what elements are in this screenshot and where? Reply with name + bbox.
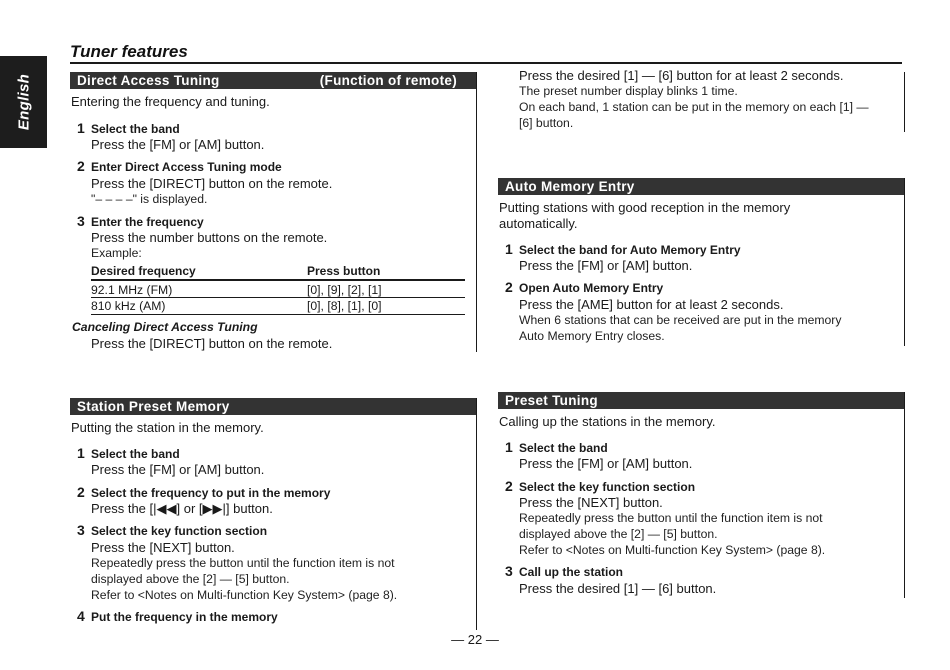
page-title: Tuner features	[70, 42, 188, 61]
preset-tuning-header	[498, 392, 905, 409]
table-cell: [0], [8], [1], [0]	[307, 299, 382, 313]
continued-note: On each band, 1 station can be put in the memory on each [1] —	[519, 100, 869, 114]
auto-memory-section	[498, 178, 905, 346]
step-note: Example:	[91, 246, 142, 260]
auto-memory-header	[498, 178, 905, 195]
step-text: Press the desired [1] — [6] button.	[519, 581, 717, 596]
table-rule	[91, 297, 465, 298]
step-text: Press the [DIRECT] button on the remote.	[91, 176, 333, 191]
step-title: Select the band	[519, 441, 608, 455]
step-number: 3	[77, 522, 85, 538]
cancel-text: Press the [DIRECT] button on the remote.	[91, 336, 333, 351]
step-text: Press the [FM] or [AM] button.	[91, 137, 265, 152]
step-title: Select the band	[91, 447, 180, 461]
step-number: 3	[77, 213, 85, 229]
step-text: Press the number buttons on the remote.	[91, 230, 328, 245]
page-number: — 22 —	[451, 632, 499, 647]
table-header: Press button	[307, 264, 381, 278]
auto-memory-intro: automatically.	[499, 216, 578, 231]
table-cell: 810 kHz (AM)	[91, 299, 166, 313]
direct-access-intro: Entering the frequency and tuning.	[71, 94, 270, 109]
step-title: Select the band for Auto Memory Entry	[519, 243, 741, 257]
preset-tuning-title: Preset Tuning	[505, 393, 598, 408]
preset-tuning-intro: Calling up the stations in the memory.	[499, 414, 716, 429]
step-note: Refer to <Notes on Multi-function Key System> (page 8).	[519, 543, 826, 557]
auto-memory-title: Auto Memory Entry	[505, 179, 635, 194]
language-label: English	[15, 73, 32, 131]
continued-note: The preset number display blinks 1 time.	[519, 84, 738, 98]
step-number: 2	[77, 484, 85, 500]
step-number: 4	[77, 608, 85, 624]
continued-text: Press the desired [1] — [6] button for at least 2 seconds.	[519, 68, 844, 83]
table-rule	[91, 314, 465, 315]
step-number: 1	[505, 241, 513, 257]
frequency-table	[91, 263, 465, 315]
step-text: Press the [FM] or [AM] button.	[519, 456, 693, 471]
table-rule	[91, 279, 465, 281]
step-note: Repeatedly press the button until the function item is not	[91, 556, 395, 570]
step-number: 2	[505, 478, 513, 494]
section-divider	[476, 72, 477, 352]
step-note: When 6 stations that can be received are put in the memory	[519, 313, 842, 327]
section-divider	[476, 398, 477, 630]
section-divider	[904, 392, 905, 598]
step-title: Select the band	[91, 122, 180, 136]
continued-section	[498, 66, 905, 132]
step-text: Press the [AME] button for at least 2 seconds.	[519, 297, 784, 312]
step-text: Press the [FM] or [AM] button.	[519, 258, 693, 273]
step-note: Repeatedly press the button until the function item is not	[519, 511, 823, 525]
step-title: Enter the frequency	[91, 215, 204, 229]
direct-access-section	[70, 72, 477, 352]
step-number: 1	[505, 439, 513, 455]
step-number: 3	[505, 563, 513, 579]
table-header: Desired frequency	[91, 264, 196, 278]
step-number: 2	[77, 158, 85, 174]
step-text: Press the [NEXT] button.	[519, 495, 663, 510]
cancel-title: Canceling Direct Access Tuning	[72, 320, 258, 334]
language-tab	[0, 56, 47, 148]
step-number: 2	[505, 279, 513, 295]
step-note: Auto Memory Entry closes.	[519, 329, 665, 343]
step-title: Call up the station	[519, 565, 624, 579]
title-rule	[70, 62, 902, 64]
remote-label: (Function of remote)	[319, 73, 457, 88]
preset-memory-section	[70, 398, 477, 630]
preset-memory-title: Station Preset Memory	[77, 399, 230, 414]
continued-note: [6] button.	[519, 116, 574, 130]
section-divider	[904, 72, 905, 132]
preset-memory-header	[70, 398, 477, 415]
step-number: 1	[77, 120, 85, 136]
step-number: 1	[77, 445, 85, 461]
step-note: Refer to <Notes on Multi-function Key System> (page 8).	[91, 588, 398, 602]
section-divider	[904, 178, 905, 346]
step-note: displayed above the [2] — [5] button.	[91, 572, 290, 586]
table-cell: 92.1 MHz (FM)	[91, 283, 173, 297]
step-title: Enter Direct Access Tuning mode	[91, 160, 282, 174]
step-title: Select the key function section	[91, 524, 268, 538]
step-note: displayed above the [2] — [5] button.	[519, 527, 718, 541]
step-text: Press the [FM] or [AM] button.	[91, 462, 265, 477]
direct-access-title: Direct Access Tuning	[77, 73, 220, 88]
preset-tuning-section	[498, 392, 905, 598]
table-cell: [0], [9], [2], [1]	[307, 283, 382, 297]
step-note: "– – – –" is displayed.	[91, 192, 208, 206]
step-title: Select the frequency to put in the memory	[91, 486, 331, 500]
direct-access-header	[70, 72, 477, 89]
step-title: Select the key function section	[519, 480, 696, 494]
step-title: Open Auto Memory Entry	[519, 281, 664, 295]
preset-memory-intro: Putting the station in the memory.	[71, 420, 264, 435]
auto-memory-intro: Putting stations with good reception in the memory	[499, 200, 791, 215]
step-text: Press the [NEXT] button.	[91, 540, 235, 555]
step-title: Put the frequency in the memory	[91, 610, 278, 624]
step-text: Press the [|◀◀] or [▶▶|] button.	[91, 501, 273, 516]
